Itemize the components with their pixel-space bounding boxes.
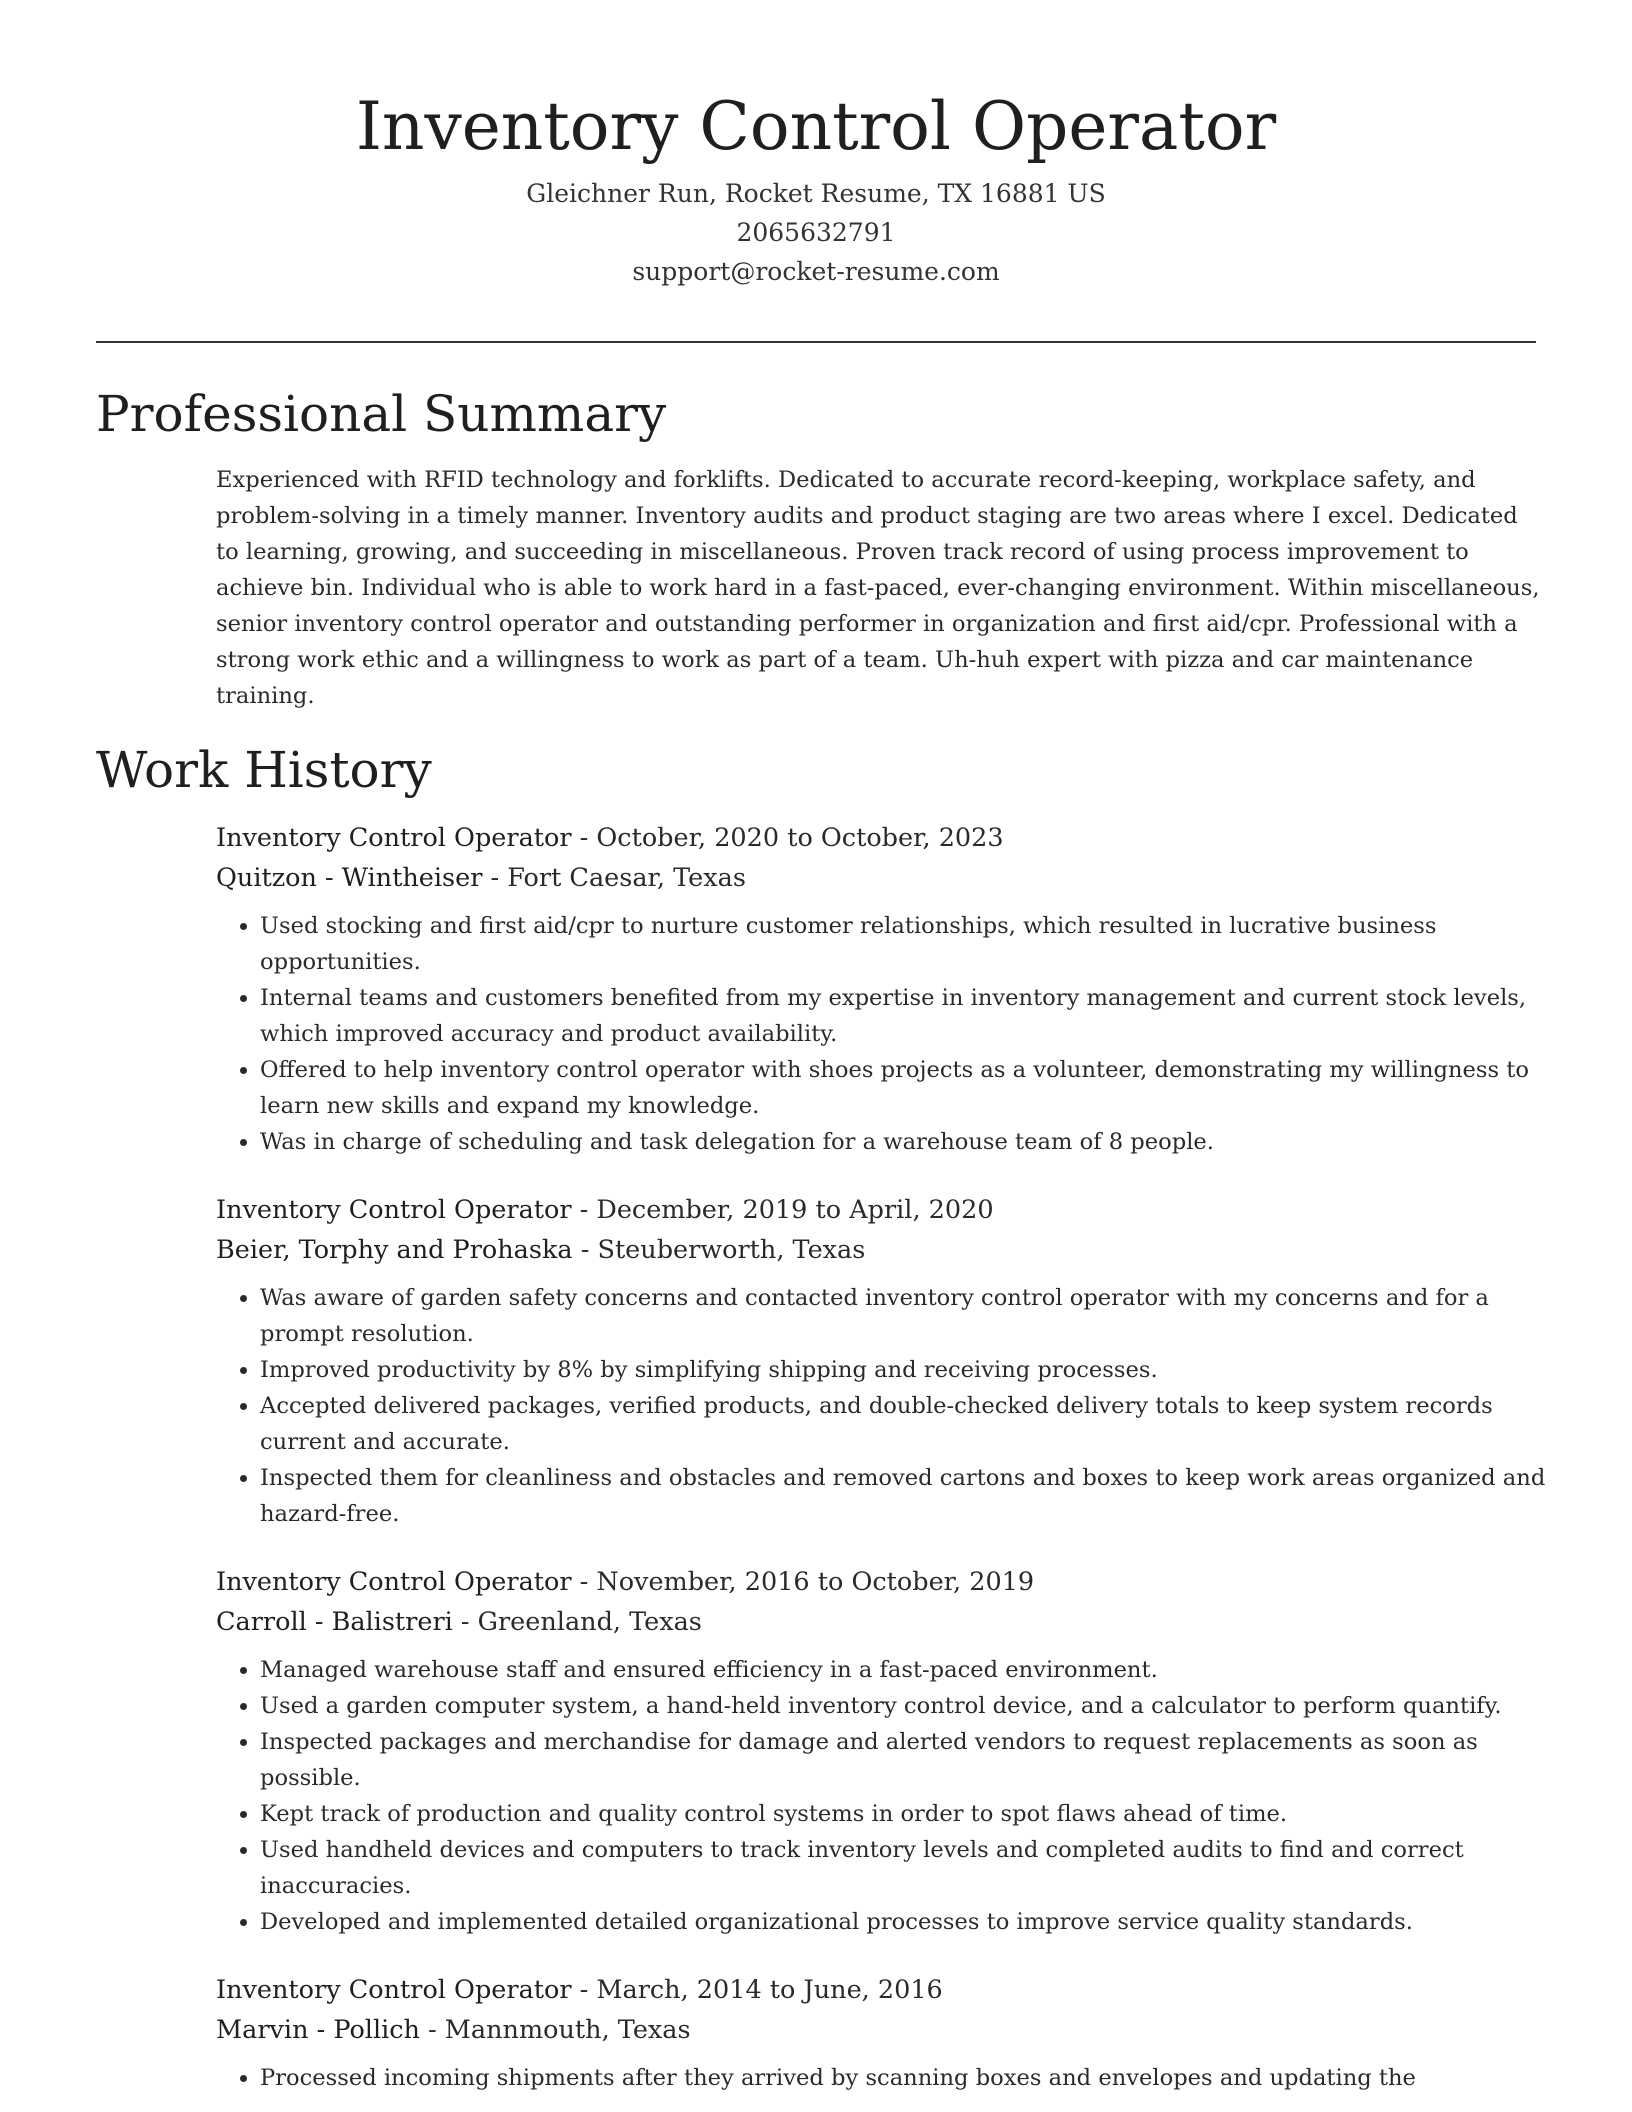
- job-list: [216, 818, 1546, 2112]
- job-dates: November, 2016 to October, 2019: [596, 1567, 1035, 1597]
- separator: -: [571, 823, 597, 853]
- contact-email: support@rocket-resume.com: [632, 257, 1000, 286]
- contact-phone: 2065632791: [736, 218, 896, 247]
- job-company-line: [216, 2010, 1546, 2050]
- job-bullet: • Internal teams and customers benefited from my expertise in inventory management and current stock levels, which improved accuracy and product availability.: [260, 980, 1546, 1052]
- job-title: Inventory Control Operator: [216, 1195, 572, 1225]
- job-bullet: • Improved productivity by 8% by simplifying shipping and receiving processes.: [260, 1352, 1546, 1388]
- job-entry: [216, 1562, 1546, 1940]
- job-title-line: [216, 1190, 1546, 1230]
- job-location: Mannmouth, Texas: [444, 2015, 691, 2045]
- summary-heading: Professional Summary: [96, 385, 667, 443]
- work-history-heading: Work History: [96, 741, 432, 799]
- job-entry: [216, 818, 1546, 1160]
- job-bullet: • Offered to help inventory control operator with shoes projects as a volunteer, demonstrating my willingness to learn new skills and expand my knowledge.: [260, 1052, 1546, 1124]
- separator: -: [572, 1235, 598, 1265]
- job-location: Greenland, Texas: [477, 1607, 702, 1637]
- job-company-line: [216, 858, 1546, 898]
- job-bullet: • Used a garden computer system, a hand-held inventory control device, and a calculator to perform quantify.: [260, 1688, 1546, 1724]
- job-dates: March, 2014 to June, 2016: [596, 1975, 943, 2005]
- job-bullet: • Processed incoming shipments after they arrived by scanning boxes and envelopes and updating the: [260, 2060, 1546, 2096]
- job-dates: December, 2019 to April, 2020: [596, 1195, 994, 1225]
- job-bullets: [216, 1280, 1546, 1532]
- job-company: Beier, Torphy and Prohaska: [216, 1235, 573, 1265]
- job-bullets: [216, 1652, 1546, 1940]
- job-dates: October, 2020 to October, 2023: [596, 823, 1004, 853]
- job-bullets: [216, 908, 1546, 1160]
- job-title: Inventory Control Operator: [216, 1975, 572, 2005]
- separator: -: [419, 2015, 445, 2045]
- job-bullet: • Used stocking and first aid/cpr to nurture customer relationships, which resulted in lucrative business opportunities.: [260, 908, 1546, 980]
- job-entry: [216, 1190, 1546, 1532]
- separator: -: [482, 863, 508, 893]
- job-title-line: [216, 1970, 1546, 2010]
- job-bullet: • Developed and implemented detailed organizational processes to improve service quality standards.: [260, 1904, 1546, 1940]
- job-title: Inventory Control Operator: [216, 823, 572, 853]
- job-company-line: [216, 1230, 1546, 1270]
- job-bullet: • Accepted delivered packages, verified products, and double-checked delivery totals to keep system records current and accurate.: [260, 1388, 1546, 1460]
- job-bullet: • Kept track of production and quality control systems in order to spot flaws ahead of time.: [260, 1796, 1546, 1832]
- job-bullets: [216, 2060, 1546, 2096]
- job-location: Fort Caesar, Texas: [507, 863, 746, 893]
- separator: -: [571, 1567, 597, 1597]
- job-title-line: [216, 818, 1546, 858]
- job-bullet: • Inspected packages and merchandise for damage and alerted vendors to request replacements as soon as possible.: [260, 1724, 1546, 1796]
- job-company: Quitzon - Wintheiser: [216, 863, 483, 893]
- job-company-line: [216, 1602, 1546, 1642]
- job-title-line: [216, 1562, 1546, 1602]
- separator: -: [571, 1195, 597, 1225]
- separator: -: [452, 1607, 478, 1637]
- job-entry: [216, 1970, 1546, 2096]
- job-company: Marvin - Pollich: [216, 2015, 420, 2045]
- contact-address: Gleichner Run, Rocket Resume, TX 16881 US: [526, 179, 1106, 208]
- job-bullet: • Managed warehouse staff and ensured efficiency in a fast-paced environment.: [260, 1652, 1546, 1688]
- job-bullet: • Was aware of garden safety concerns and contacted inventory control operator with my concerns and for a prompt resolution.: [260, 1280, 1546, 1352]
- job-bullet: • Was in charge of scheduling and task delegation for a warehouse team of 8 people.: [260, 1124, 1546, 1160]
- job-location: Steuberworth, Texas: [597, 1235, 866, 1265]
- header-divider: [96, 341, 1536, 343]
- job-bullet: • Inspected them for cleanliness and obstacles and removed cartons and boxes to keep work areas organized and hazard-free.: [260, 1460, 1546, 1532]
- candidate-name: Inventory Control Operator: [355, 88, 1277, 165]
- job-company: Carroll - Balistreri: [216, 1607, 453, 1637]
- summary-text: Experienced with RFID technology and forklifts. Dedicated to accurate record-keeping, workplace safety, and problem-solving in a timely manner. Inventory audits and product staging are two areas where I excel. Dedicated to learning, growing, and succeeding in miscellaneous. Proven track record of using process improvement to achieve bin. Individual who is able to work hard in a fast-paced, ever-changing environment. Within miscellaneous, senior inventory control operator and outstanding performer in organization and first aid/cpr. Professional with a strong work ethic and a willingness to work as part of a team. Uh-huh expert with pizza and car maintenance training.: [216, 467, 1540, 709]
- separator: -: [571, 1975, 597, 2005]
- job-title: Inventory Control Operator: [216, 1567, 572, 1597]
- resume-header: [96, 82, 1536, 291]
- job-bullet: • Used handheld devices and computers to track inventory levels and completed audits to find and correct inaccuracies.: [260, 1832, 1546, 1904]
